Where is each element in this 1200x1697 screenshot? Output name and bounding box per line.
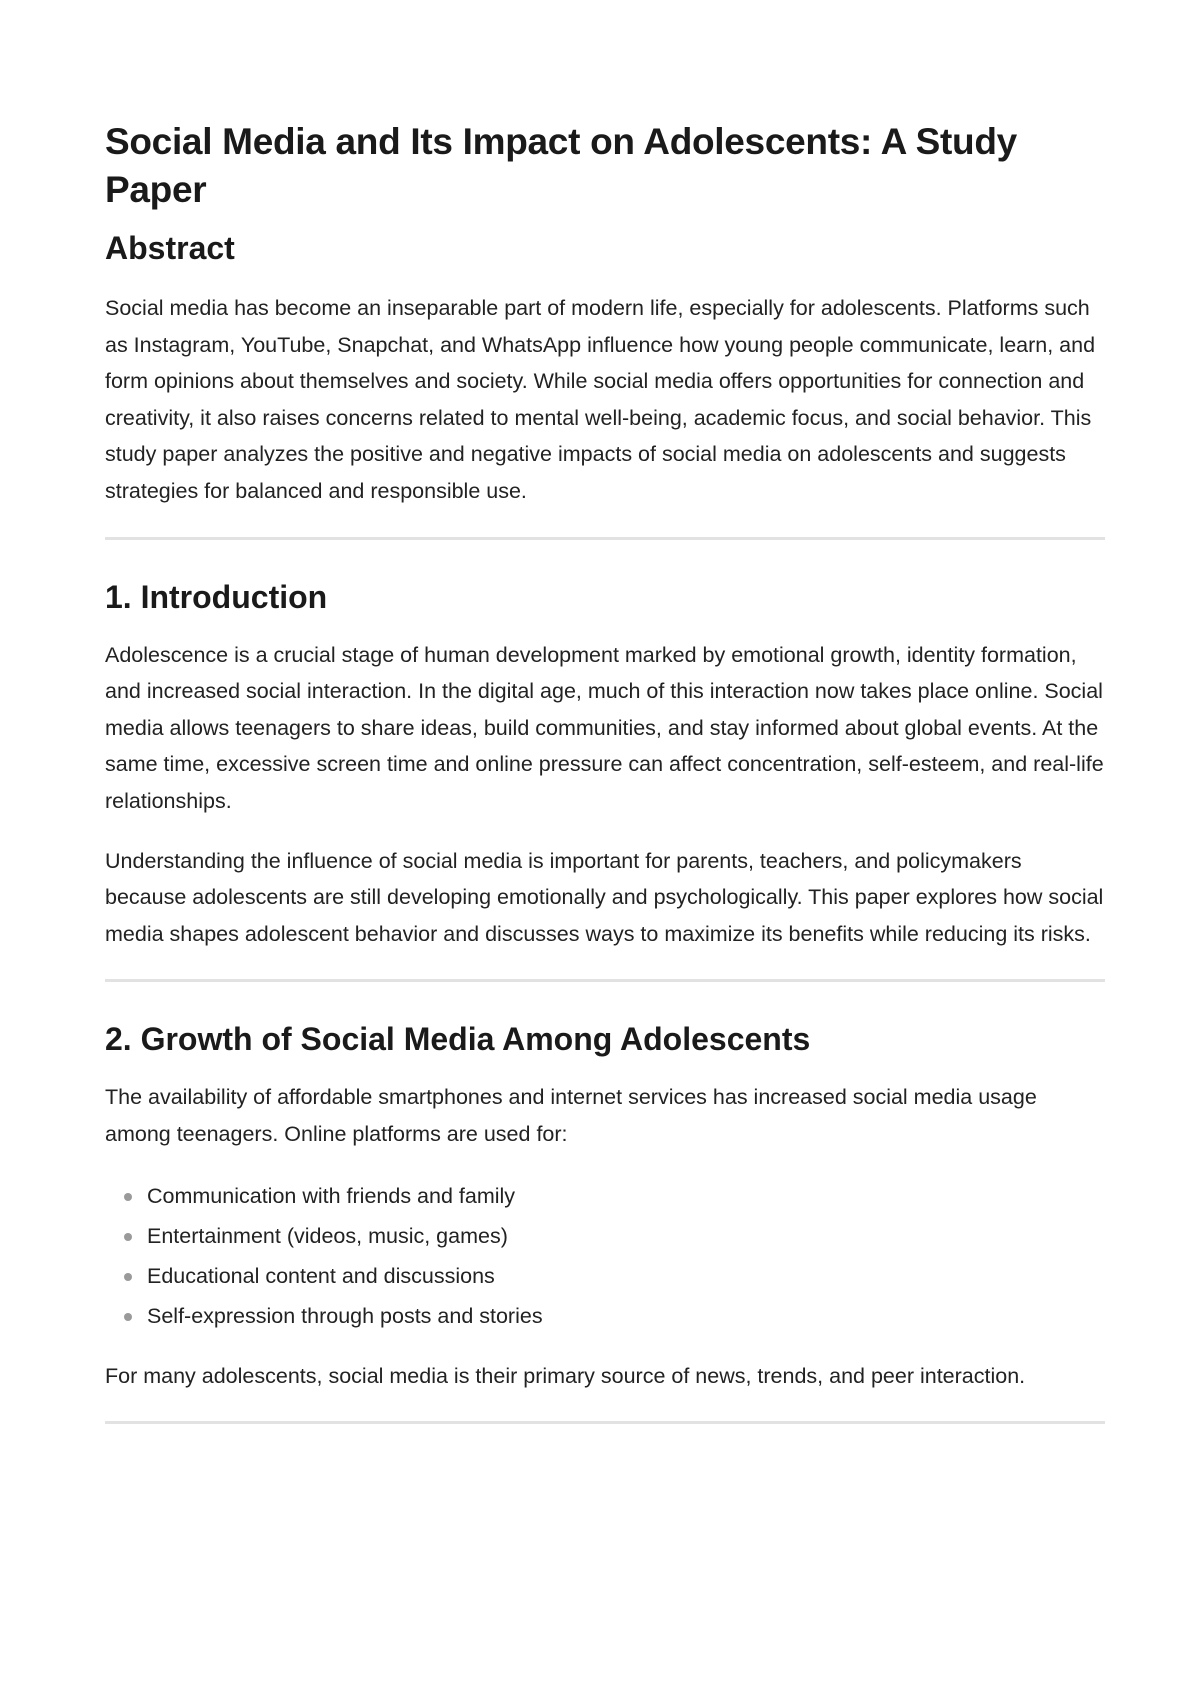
section-divider	[105, 537, 1105, 540]
growth-section	[105, 1019, 1105, 1394]
growth-heading: 2. Growth of Social Media Among Adolescents	[105, 1021, 811, 1058]
growth-intro: The availability of affordable smartphones and internet services has increased social media usage among teenagers. Online platforms are used for:	[105, 1085, 1037, 1146]
list-item: Educational content and discussions	[147, 1256, 1105, 1296]
abstract-section	[105, 228, 1105, 510]
usage-list	[105, 1176, 1105, 1336]
growth-closing: For many adolescents, social media is their primary source of news, trends, and peer interaction.	[105, 1363, 1026, 1388]
list-item: Self-expression through posts and stories	[147, 1296, 1105, 1336]
section-divider	[105, 1421, 1105, 1424]
paper-title: Social Media and Its Impact on Adolescents: A Study Paper	[105, 121, 1017, 210]
introduction-paragraph: Adolescence is a crucial stage of human development marked by emotional growth, identity formation, and increased social interaction. In the digital age, much of this interaction now takes place online. Social media allows teenagers to share ideas, build communities, and stay informed about global events. At the same time, excessive screen time and online pressure can affect concentration, self-esteem, and real-life relationships.	[105, 642, 1104, 813]
introduction-heading: 1. Introduction	[105, 578, 328, 615]
list-item: Entertainment (videos, music, games)	[147, 1216, 1105, 1256]
section-divider	[105, 979, 1105, 982]
introduction-section	[105, 577, 1105, 953]
abstract-heading: Abstract	[105, 230, 235, 266]
list-item: Communication with friends and family	[147, 1176, 1105, 1216]
abstract-text: Social media has become an inseparable part of modern life, especially for adolescents. Platforms such as Instagram, YouTube, Snapchat, and WhatsApp influence how young people communicate, learn, and form opinions about themselves and society. While social media offers opportunities for connection and creativity, it also raises concerns related to mental well-being, academic focus, and social behavior. This study paper analyzes the positive and negative impacts of social media on adolescents and suggests strategies for balanced and responsible use.	[105, 296, 1096, 503]
introduction-paragraph: Understanding the influence of social media is important for parents, teachers, and policymakers because adolescents are still developing emotionally and psychologically. This paper explores how social media shapes adolescent behavior and discusses ways to maximize its benefits while reducing its risks.	[105, 848, 1104, 946]
document-page	[105, 118, 1105, 1461]
